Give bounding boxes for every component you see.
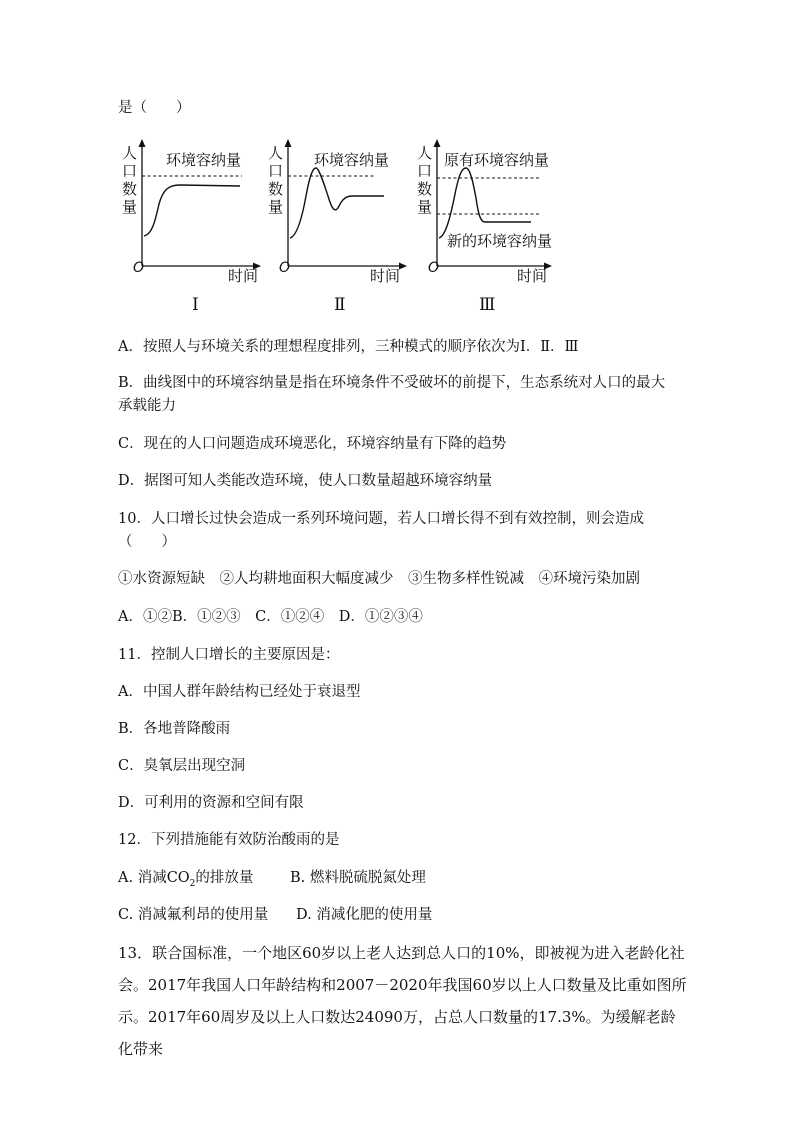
y-axis-arrow <box>285 139 292 147</box>
x-axis-label: 时间 <box>228 267 259 285</box>
y-axis-arrow <box>139 139 146 147</box>
q12-option-a-pre: A. 消减CO <box>118 870 190 886</box>
x-axis-arrow <box>399 263 407 270</box>
y-axis-label-char: 人 <box>417 144 433 162</box>
y-axis-label-char: 量 <box>417 198 433 216</box>
y-axis-label-char: 人 <box>122 144 138 162</box>
y-axis-label-char: 量 <box>122 198 138 216</box>
q11-option-d: D．可利用的资源和空间有限 <box>118 795 304 811</box>
question-intro: 是（ ） <box>118 100 191 116</box>
q9-option-a: A．按照人与环境关系的理想程度排列，三种模式的顺序依次为Ⅰ．Ⅱ．Ⅲ <box>118 339 579 355</box>
y-axis-label <box>268 144 283 216</box>
q10-items: ①水资源短缺 ②人均耕地面积大幅度减少 ③生物多样性锐减 ④环境污染加剧 <box>118 571 640 587</box>
y-axis-label-char: 口 <box>122 162 138 180</box>
figure-caption: Ⅲ <box>479 295 496 315</box>
y-axis-arrow <box>434 139 441 147</box>
population-curve <box>144 185 240 236</box>
new-capacity-label: 新的环境容纳量 <box>447 232 553 250</box>
figure-caption: Ⅰ <box>192 295 199 315</box>
q10-options: A．①②B．①②③ C．①②④ D．①②③④ <box>118 609 423 625</box>
q10-stem: 10．人口增长过快会造成一系列环境问题，若人口增长得不到有效控制，则会造成（ ） <box>118 511 644 550</box>
original-capacity-label: 原有环境容纳量 <box>444 151 550 169</box>
q12-option-a-post: 的排放量 <box>195 870 254 886</box>
origin-label: O <box>279 260 291 276</box>
x-axis-label: 时间 <box>517 267 548 285</box>
q9-option-c: C．现在的人口问题造成环境恶化，环境容纳量有下降的趋势 <box>118 436 507 452</box>
y-axis-label-char: 数 <box>122 180 138 198</box>
population-curve <box>290 168 384 238</box>
origin-label: O <box>428 260 440 276</box>
q11-stem: 11．控制人口增长的主要原因是： <box>118 647 340 663</box>
figure-model-3 <box>413 138 573 318</box>
q12-option-a-sub: 2 <box>189 878 196 889</box>
q12-stem: 12．下列措施能有效防治酸雨的是 <box>118 832 340 848</box>
q12-option-d: D. 消减化肥的使用量 <box>296 907 433 923</box>
capacity-label: 环境容纳量 <box>314 151 390 169</box>
q9-option-b: B．曲线图中的环境容纳量是指在环境条件不受破坏的前提下，生态系统对人口的最大承载能力 <box>118 375 666 414</box>
y-axis-label-char: 量 <box>268 198 284 216</box>
figure-caption: Ⅱ <box>334 295 346 315</box>
y-axis-label <box>417 144 432 216</box>
x-axis-label: 时间 <box>370 267 401 285</box>
q12-option-c: C. 消减氟利昂的使用量 <box>118 907 269 923</box>
q12-option-a <box>118 868 253 894</box>
y-axis-label-char: 数 <box>417 180 433 198</box>
figure-model-1 <box>118 138 268 318</box>
y-axis-label-char: 口 <box>268 162 284 180</box>
figure-model-2 <box>264 138 414 318</box>
y-axis-label <box>122 144 137 216</box>
y-axis-label-char: 人 <box>268 144 284 162</box>
q13-text: 13．联合国标准，一个地区60岁以上老人达到总人口的10%，即被视为进入老龄化社会。2017年我国人口年龄结构和2007－2020年我国60岁以上人口数量及比重如图所示。2017年60周岁及以上人口数达24090万，占总人口数量的17.3%。为缓解老龄化带来 <box>118 944 687 1058</box>
capacity-label: 环境容纳量 <box>166 151 242 169</box>
y-axis-label-char: 口 <box>417 162 433 180</box>
q9-option-d: D．据图可知人类能改造环境，使人口数量超越环境容纳量 <box>118 473 493 489</box>
q11-option-a: A．中国人群年龄结构已经处于衰退型 <box>118 684 361 700</box>
population-curve <box>439 168 531 238</box>
y-axis-label-char: 数 <box>268 180 284 198</box>
q11-option-b: B．各地普降酸雨 <box>118 721 231 737</box>
q11-option-c: C．臭氧层出现空洞 <box>118 758 246 774</box>
origin-label: O <box>133 260 145 276</box>
q12-option-b: B. 燃料脱硫脱氮处理 <box>290 870 426 886</box>
